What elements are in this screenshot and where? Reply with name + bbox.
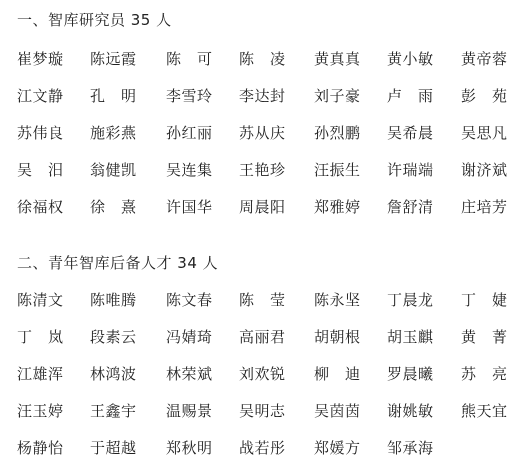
person-name: 谢姚敏: [387, 402, 434, 420]
person-name: 翁健凯: [90, 161, 137, 179]
person-name: 陈文春: [166, 291, 213, 309]
person-name: 詹舒清: [387, 198, 434, 216]
person-name: 王艳珍: [239, 161, 286, 179]
person-name: 陈唯腾: [90, 291, 137, 309]
person-name: 罗晨曦: [387, 365, 434, 383]
person-name: 陈 凌: [239, 50, 286, 68]
person-name: 徐 熹: [90, 198, 137, 216]
person-name: 黄帝蓉: [461, 50, 508, 68]
person-name: 胡玉麒: [387, 328, 434, 346]
person-name: 苏从庆: [239, 124, 286, 142]
person-name: 于超越: [90, 439, 137, 457]
person-name: 郑秋明: [166, 439, 213, 457]
person-name: 陈 可: [166, 50, 213, 68]
person-name: 苏伟良: [17, 124, 64, 142]
person-name: 施彩燕: [90, 124, 137, 142]
person-name: 温赐景: [166, 402, 213, 420]
person-name: 周晨阳: [239, 198, 286, 216]
person-name: 林鸿波: [90, 365, 137, 383]
person-name: 陈 莹: [239, 291, 286, 309]
person-name: 段素云: [90, 328, 137, 346]
person-name: 冯婧琦: [166, 328, 213, 346]
person-name: 黄小敏: [387, 50, 434, 68]
person-name: 邹承海: [387, 439, 434, 457]
person-name: 崔梦璇: [17, 50, 64, 68]
person-name: 刘欢锐: [239, 365, 286, 383]
person-name: 王鑫宇: [90, 402, 137, 420]
person-name: 吴希晨: [387, 124, 434, 142]
person-name: 陈清文: [17, 291, 64, 309]
person-name: 孙红丽: [166, 124, 213, 142]
person-name: 卢 雨: [387, 87, 434, 105]
person-name: 杨静怡: [17, 439, 64, 457]
person-name: 许瑞端: [387, 161, 434, 179]
person-name: 高丽君: [239, 328, 286, 346]
person-name: 陈远霞: [90, 50, 137, 68]
person-name: 丁 婕: [461, 291, 508, 309]
person-name: 汪玉婷: [17, 402, 64, 420]
person-name: 李达封: [239, 87, 286, 105]
person-name: 吴茵茵: [314, 402, 361, 420]
person-name: 徐福权: [17, 198, 64, 216]
person-name: 李雪玲: [166, 87, 213, 105]
person-name: 胡朝根: [314, 328, 361, 346]
person-name: 庄培芳: [461, 198, 508, 216]
person-name: 郑媛方: [314, 439, 361, 457]
person-name: 许国华: [166, 198, 213, 216]
person-name: 林荣斌: [166, 365, 213, 383]
person-name: 战若彤: [239, 439, 286, 457]
person-name: 吴思凡: [461, 124, 508, 142]
person-name: 江雄浑: [17, 365, 64, 383]
person-name: 黄 菁: [461, 328, 508, 346]
person-name: 刘子豪: [314, 87, 361, 105]
person-name: 陈永坚: [314, 291, 361, 309]
person-name: 郑雅婷: [314, 198, 361, 216]
person-name: 熊天宜: [461, 402, 508, 420]
person-name: 吴连集: [166, 161, 213, 179]
person-name: 江文静: [17, 87, 64, 105]
person-name: 汪振生: [314, 161, 361, 179]
section-1-heading: 一、智库研究员 35 人: [17, 11, 172, 29]
person-name: 丁 岚: [17, 328, 64, 346]
person-name: 谢济斌: [461, 161, 508, 179]
person-name: 丁晨龙: [387, 291, 434, 309]
person-name: 孙烈鹏: [314, 124, 361, 142]
person-name: 黄真真: [314, 50, 361, 68]
person-name: 吴明志: [239, 402, 286, 420]
person-name: 柳 迪: [314, 365, 361, 383]
person-name: 吴 汨: [17, 161, 64, 179]
person-name: 彭 苑: [461, 87, 508, 105]
person-name: 苏 亮: [461, 365, 508, 383]
person-name: 孔 明: [90, 87, 137, 105]
section-2-heading: 二、青年智库后备人才 34 人: [17, 254, 219, 272]
